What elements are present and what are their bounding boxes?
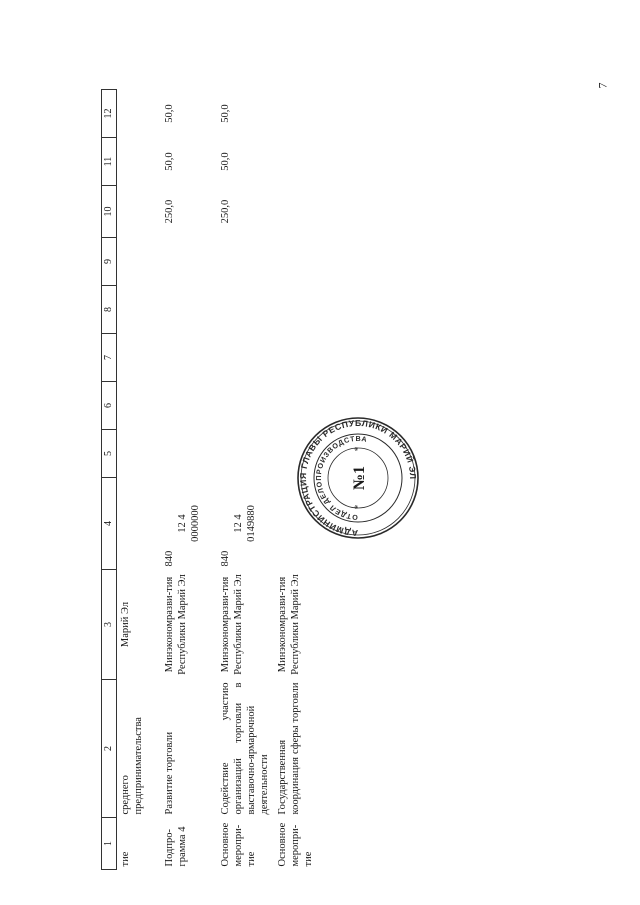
stamp-number: №1: [351, 465, 368, 491]
col-header: 1: [102, 818, 117, 870]
code-grbs: 840: [220, 550, 231, 567]
cell-value-10: 250,0: [164, 199, 175, 224]
cell-name: Государственная координация сферы торговли: [276, 682, 301, 815]
table-row: [161, 90, 217, 870]
cell-executor: Минэкономразви-тия Республики Марий Эл: [164, 574, 189, 675]
cell-value-11: 50,0: [164, 152, 175, 171]
table-row: [117, 90, 162, 870]
cell-executor: Минэкономразви-тия Республики Марий Эл: [220, 574, 245, 675]
col-header: 2: [102, 680, 117, 818]
col-header: 3: [102, 570, 117, 680]
col-header: 5: [102, 430, 117, 478]
cell-executor: Марий Эл: [120, 601, 131, 648]
cell-name: Развитие торговли: [164, 731, 175, 815]
header-row: [102, 90, 117, 870]
col-header: 9: [102, 238, 117, 286]
code-target: 0149880: [246, 505, 258, 542]
cell-status: тие: [120, 851, 131, 867]
code-section: 12 4: [177, 514, 189, 533]
stamp-star-right: *: [353, 446, 363, 452]
stamp-outer-text: АДМИНИСТРАЦИЯ ГЛАВЫ РЕСПУБЛИКИ МАРИЙ ЭЛ: [297, 417, 419, 539]
col-header: 11: [102, 138, 117, 186]
cell-value-12: 50,0: [220, 104, 231, 123]
cell-value-10: 250,0: [220, 199, 231, 224]
cell-code: [161, 478, 217, 570]
cell-value-11: 50,0: [220, 152, 231, 171]
cell-code: [117, 478, 162, 570]
col-header: 6: [102, 382, 117, 430]
official-stamp: [296, 416, 420, 540]
col-header: 7: [102, 334, 117, 382]
page-number: 7: [595, 82, 610, 89]
cell-status: Основное меропри-тие: [276, 822, 314, 867]
cell-code: [217, 478, 274, 570]
code-target: 0000000: [190, 505, 202, 542]
code-grbs: 840: [164, 550, 175, 567]
col-header: 4: [102, 478, 117, 570]
table-row: [217, 90, 274, 870]
stamp-star-left: *: [353, 504, 363, 510]
col-header: 10: [102, 186, 117, 238]
cell-status: Основное меропри-тие: [220, 822, 258, 867]
cell-value-12: 50,0: [164, 104, 175, 123]
stamp-inner-text: ОТДЕЛ ДЕЛОПРОИЗВОДСТВА: [313, 433, 369, 523]
code-section: 12 4: [233, 514, 245, 533]
cell-status: Подпро-грамма 4: [164, 826, 189, 867]
cell-executor: Минэкономразви-тия Республики Марий Эл: [276, 574, 301, 675]
col-header: 12: [102, 90, 117, 138]
cell-name: Содействие участию организаций торговли в выставочно-ярмарочной деятельности: [220, 682, 271, 815]
col-header: 8: [102, 286, 117, 334]
cell-name: среднего предпринимательства: [120, 717, 145, 815]
